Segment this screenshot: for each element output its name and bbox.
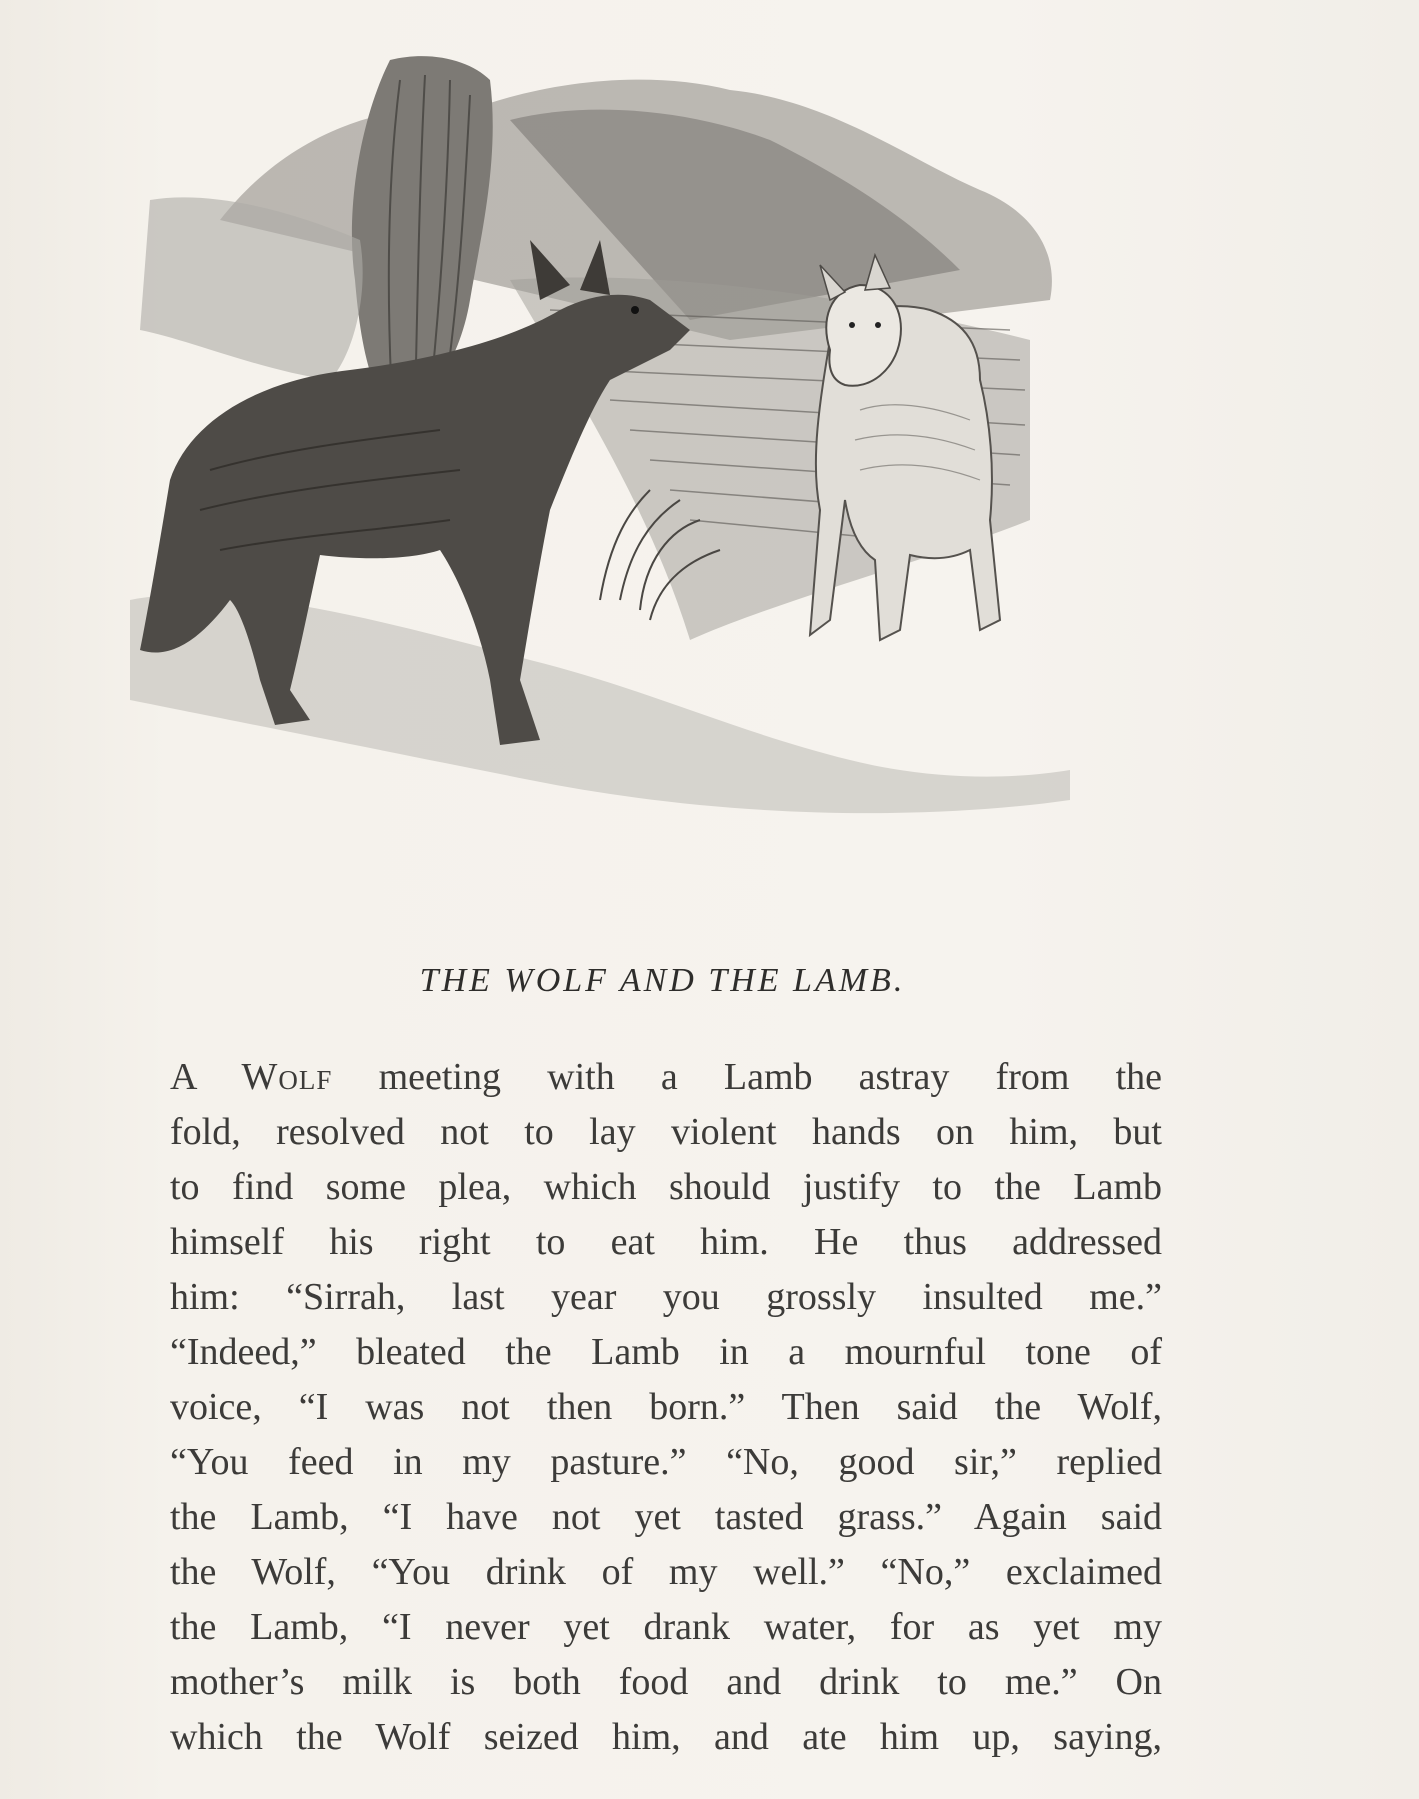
fable-line-9: the Lamb, “I have not yet tasted grass.” Again said — [170, 1496, 1162, 1538]
fable-line-8: “You feed in my pasture.” “No, good sir,” replied — [170, 1441, 1162, 1483]
fable-text — [170, 1050, 1162, 1765]
fable-line-7: voice, “I was not then born.” Then said the Wolf, — [170, 1386, 1162, 1428]
illustration-caption: THE WOLF AND THE LAMB. — [419, 962, 906, 999]
fable-line-13: which the Wolf seized him, and ate him up, saying, — [170, 1716, 1162, 1758]
opening-smallcaps: Wolf — [241, 1056, 333, 1098]
wolf-and-lamb-engraving — [130, 40, 1190, 920]
fable-line-4: himself his right to eat him. He thus addressed — [170, 1221, 1162, 1263]
opening-initial: A — [170, 1056, 196, 1098]
fable-line-1-rest: meeting with a Lamb astray from the — [378, 1056, 1163, 1098]
fable-line-12: mother’s milk is both food and drink to me.” On — [170, 1661, 1162, 1703]
fable-line-3: to find some plea, which should justify to the Lamb — [170, 1166, 1162, 1208]
fable-line-11: the Lamb, “I never yet drank water, for as yet my — [170, 1606, 1162, 1648]
fable-line-5: him: “Sirrah, last year you grossly insulted me.” — [170, 1276, 1162, 1318]
fable-line-1 — [170, 1050, 1162, 1105]
fable-line-10: the Wolf, “You drink of my well.” “No,” exclaimed — [170, 1551, 1162, 1593]
fable-line-2: fold, resolved not to lay violent hands on him, but — [170, 1111, 1162, 1153]
fable-line-6: “Indeed,” bleated the Lamb in a mournful tone of — [170, 1331, 1162, 1373]
